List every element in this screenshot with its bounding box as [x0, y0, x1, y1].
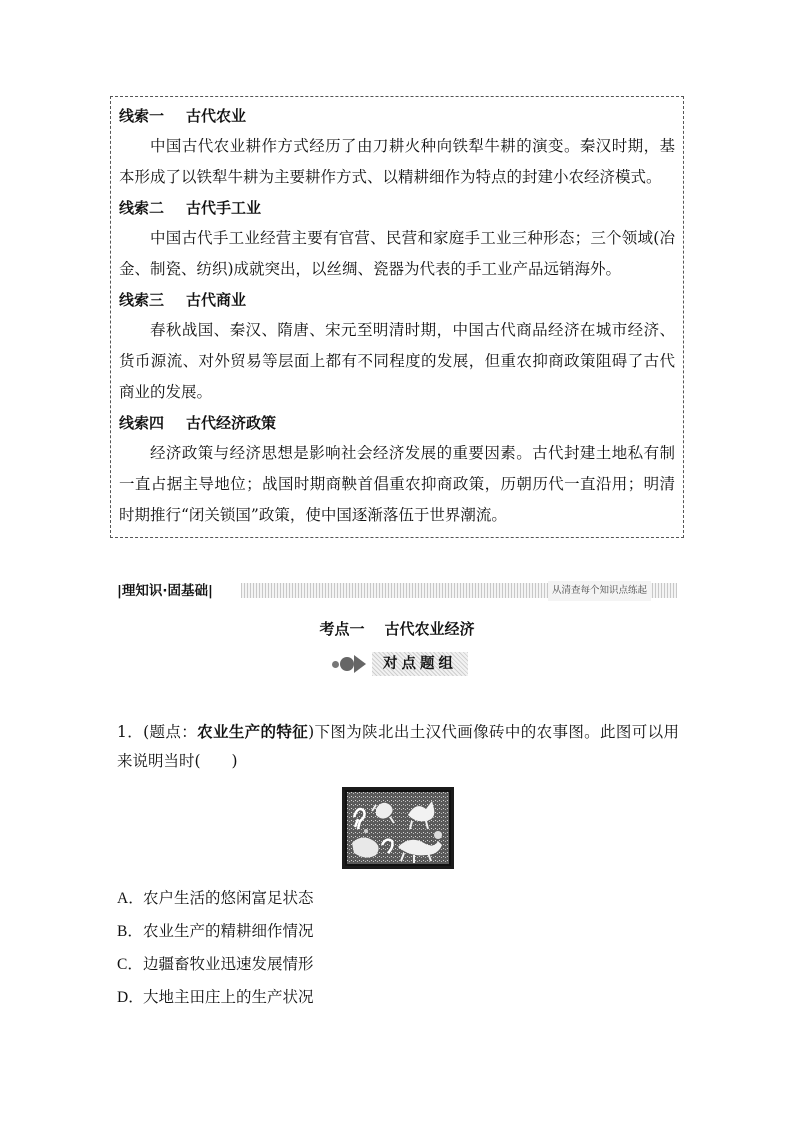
clue-section-4 [119, 408, 675, 531]
clue-section-2 [119, 193, 675, 285]
clue-heading [119, 285, 675, 315]
question-tag-text: 农业生产的特征 [197, 723, 309, 741]
option-b[interactable] [117, 915, 314, 948]
clue-heading [119, 193, 675, 223]
clue-topic: 古代手工业 [186, 199, 262, 217]
option-letter: D． [117, 989, 144, 1006]
clue-box [110, 96, 684, 538]
clue-label: 线索四 [119, 414, 165, 432]
clue-topic: 古代经济政策 [186, 414, 277, 432]
clue-paragraph: 中国古代农业耕作方式经历了由刀耕火种向铁犁牛耕的演变。秦汉时期，基本形成了以铁犁牛耕为主要耕作方式、以精耕细作为特点的封建小农经济模式。 [119, 137, 675, 186]
clue-paragraph: 经济政策与经济思想是影响社会经济发展的重要因素。古代封建土地私有制一直占据主导地位；战国时期商鞅首倡重农抑商政策，历朝历代一直沿用；明清时期推行“闭关锁国”政策，使中国逐渐落伍于世界潮流。 [119, 444, 675, 524]
clue-topic: 古代商业 [186, 291, 247, 309]
section-label: 考点一 [319, 620, 365, 638]
banner-slogan: 从清查每个知识点练起 [548, 581, 651, 601]
option-letter: B． [117, 923, 143, 940]
section-title [0, 618, 794, 639]
question-tag-open: (题点： [143, 723, 198, 741]
question-text: 下图为陕北出土汉代画像砖中的农事图。此图可以用来说明当时( ) [117, 723, 679, 770]
arrow-right-icon [354, 655, 366, 673]
question-number: 1． [117, 723, 144, 741]
option-letter: A． [117, 890, 144, 907]
option-a[interactable] [117, 882, 314, 915]
small-dot-icon [332, 661, 339, 668]
section-topic: 古代农业经济 [384, 620, 475, 638]
clue-heading [119, 408, 675, 438]
clue-label: 线索一 [119, 107, 165, 125]
option-c[interactable] [117, 948, 314, 981]
banner-heading: |理知识·固基础| [117, 581, 241, 601]
option-d[interactable] [117, 981, 314, 1014]
question-stem [117, 718, 679, 776]
option-letter: C． [117, 956, 143, 973]
clue-paragraph: 春秋战国、秦汉、隋唐、宋元至明清时期，中国古代商品经济在城市经济、货币源流、对外贸易等层面上都有不同程度的发展，但重农抑商政策阻碍了古代商业的发展。 [119, 321, 675, 401]
clue-section-3 [119, 285, 675, 408]
question-group-label: 对点题组 [372, 652, 468, 676]
option-text: 边疆畜牧业迅速发展情形 [143, 955, 314, 973]
clue-label: 线索二 [119, 199, 165, 217]
clue-paragraph: 中国古代手工业经营主要有官营、民营和家庭手工业三种形态；三个领域(冶金、制瓷、纺织)成就突出，以丝绸、瓷器为代表的手工业产品远销海外。 [119, 229, 675, 278]
clue-section-1 [119, 101, 675, 193]
han-brick-farming-image [342, 787, 454, 869]
clue-topic: 古代农业 [186, 107, 247, 125]
clue-heading [119, 101, 675, 131]
question-group-header [332, 652, 472, 676]
question-tag-close: ) [308, 723, 315, 741]
large-dot-icon [340, 657, 354, 671]
answer-options [117, 882, 314, 1014]
section-banner [117, 581, 677, 601]
option-text: 农户生活的悠闲富足状态 [143, 889, 314, 907]
clue-label: 线索三 [119, 291, 165, 309]
option-text: 大地主田庄上的生产状况 [143, 988, 314, 1006]
option-text: 农业生产的精耕细作情况 [143, 922, 314, 940]
